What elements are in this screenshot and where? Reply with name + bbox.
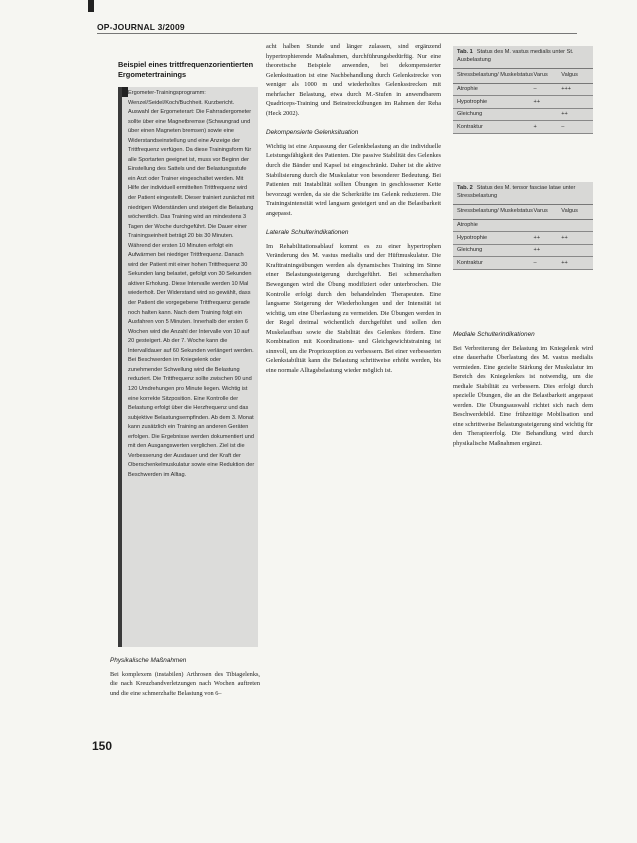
table-cell: ++	[533, 247, 541, 254]
table-header-cell: Valgus	[561, 72, 578, 78]
sidebar-box	[118, 87, 258, 647]
table-row	[453, 84, 593, 97]
table-row	[453, 96, 593, 109]
table-1-header	[453, 68, 593, 84]
table-2-label: Tab. 2	[457, 185, 473, 191]
table-2-caption-text: Status des M. tensor fasciae latae unter Stressbelastung	[457, 185, 576, 199]
table-cell: ++	[561, 259, 568, 266]
left-column	[110, 656, 260, 708]
sidebar-text: Ergometer-Trainingsprogramm: Wenzel/Seidel/Koch/Buchheit. Kurzbericht. Auswahl der Ergometerart: Die Fahrradergometer sollte über eine Magnetbremse (Schwungrad und über einen Magneten bremsen) sowie eine Widerstandseinstellung und eine Anzeige der Trittfrequenz verfügen. Da diese Trainingsform für alle Sportarten geeignet ist, muss vor Beginn der Einstellung des Sattels und der Belastungsstufe ein Arzt oder Trainer eingeschaltet werden. Mit Hilfe der individuell ermittelten Trittfrequenz wird der Patient eingestellt. Dieser trainiert zunächst mit niedrigen Widerständen und steigert die Belastung wöchentlich. Das Training wird an mindestens 3 Tagen der Woche durchgeführt. Die Dauer einer Trainingseinheit beträgt 20 bis 30 Minuten. Während der ersten 10 Minuten erfolgt ein Aufwärmen bei niedriger Trittfrequenz. Danach wird der Patient mit einer hohen Trittfrequenz 30 Sekunden lang belastet, gefolgt von 30 Sekunden aktiver Erholung. Diese Intervalle werden 10 Mal wiederholt. Der Widerstand wird so gewählt, dass der Patient die vorgegebene Trittfrequenz gerade noch halten kann. Nach dem Training folgt ein Ausfahren von 5 Minuten. Innerhalb der ersten 6 Wochen wird die Anzahl der Intervalle von 10 auf 20 gesteigert. Ab der 7. Woche kann die Intervalldauer auf 60 Sekunden verlängert werden. Bei Beschwerden im Kniegelenk oder zunehmender Schwellung wird die Belastung reduziert. Die Trittfrequenz sollte zwischen 90 und 120 Umdrehungen pro Minute liegen. Wichtig ist eine korrekte Sitzposition. Eine Kontrolle der Belastung erfolgt über die Herzfrequenz und das subjektive Belastungsempfinden. Ab dem 3. Monat kann zusätzlich ein Training an anderen Geräten erfolgen. Die Ergebnisse werden dokumentiert und mit den Ausgangswerten verglichen. Ziel ist die Verbesserung der Ausdauer und der Kraft der Oberschenkelmuskulatur sowie eine Reduktion der Beschwerden im Alltag.	[128, 90, 255, 478]
section-title-physical: Physikalische Maßnahmen	[110, 657, 187, 664]
table-cell: ++	[533, 234, 541, 241]
middle-section2-text: Im Rehabilitationsablauf kommt es zu einer hypertrophen Veränderung des M. vastus medialis und der Hüftmuskulatur. Die Krafttrainingsübungen werden als dynamisches Training im Sinne einer Belastungssteigerung durchgeführt. Bei schmerzhaften Bewegungen wird die Übung modifiziert oder unterbrochen. Die Kontrolle erfolgt durch den behandelnden Therapeuten. Eine langsame Steigerung der Wiederholungen und der Intensität ist wichtig, um eine Überlastung zu vermeiden. Die Übungen werden in der Regel dreimal wöchentlich durchgeführt und sollen den Muskelaufbau sowie die Stabilität des Gelenkes fördern. Eine Kombination mit Koordinations- und Gleichgewichtstraining ist sinnvoll, um die Propriozeption zu verbessern. Bei einer verbesserten Gelenkstabilität kann die Belastung schrittweise erhöht werden, bis eine normale Alltagsbelastung wieder möglich ist.	[266, 242, 441, 374]
table-cell: Atrophie	[457, 222, 478, 229]
middle-column	[266, 42, 441, 386]
right-column-text: Bei Verbreiterung der Belastung im Kniegelenk wird eine dauerhafte Überlastung des M. vastus medialis vermieden. Eine gezielte Stärkung der Muskulatur im Bereich des Kniegelenkes ist notwendig, um die mediale Stabilität zu verbessern. Dies erfolgt durch spezielle Übungen, die an die Belastbarkeit angepasst werden. Die Übungsauswahl richtet sich nach dem Beschwerdebild. Eine frühzeitige Mobilisation und eine schrittweise Belastungssteigerung sind wichtig für den Therapieerfolg. Die Behandlung wird durch physikalische Maßnahmen ergänzt.	[453, 344, 593, 448]
table-cell: –	[533, 86, 537, 93]
table-header-cell: Varus	[533, 208, 548, 214]
table-cell: Hypotrophie	[457, 234, 488, 241]
table-cell: ++	[561, 111, 568, 118]
page-number: 150	[92, 739, 113, 753]
box-marker	[118, 87, 128, 97]
table-row	[453, 109, 593, 122]
table-row	[453, 121, 593, 134]
table-row	[453, 232, 593, 245]
middle-section1-text: Wichtig ist eine Anpassung der Gelenkbelastung an die individuelle Leistungsfähigkeit des Patienten. Die passive Stabilität des Gelenkes durch die Bänder und Kapsel ist eingeschränkt. Daher ist die aktive Stabilisierung durch die Muskulatur von besonderer Bedeutung. Bei Patienten mit Instabilität sollten Übungen in geschlossener Kette bevorzugt werden, da sie die Scherkräfte im Gelenk reduzieren. Die Trainingsintensität wird langsam gesteigert und an die Belastbarkeit angepasst.	[266, 142, 441, 217]
table-cell: –	[533, 259, 537, 266]
table-row	[453, 257, 593, 270]
table-cell: Kontraktur	[457, 123, 483, 130]
middle-intro-text: acht halben Stunde und länger zulassen, sind ergänzend hypertrophierende Maßnahmen, durchführungsbedürftig. Nur eine theoretische Beispiele anwenden, bei dekompensierter Gelenksituation ist eine Nachbehandlung durch Gelenkstrecke von weniger als 1000 m und wiederholtes Gelenksstrecken mit mehrfacher Belastung, etwa durch M.-Stufen in anwendbarem Quadriceps-Training und Beinstreckübungen im Rahmen der Reha (Heck 2002).	[266, 43, 441, 117]
right-column	[453, 330, 593, 459]
table-1	[453, 46, 593, 134]
table-cell: ++	[561, 234, 568, 241]
table-cell: Hypotrophie	[457, 98, 488, 105]
table-header-cell: Stressbelastung/ Muskelstatus	[457, 208, 533, 214]
table-cell: ++	[533, 98, 541, 105]
table-1-label: Tab. 1	[457, 49, 473, 55]
table-cell: Gleichung	[457, 247, 483, 254]
table-header-cell: Valgus	[561, 208, 578, 214]
journal-header: OP-JOURNAL 3/2009	[97, 22, 185, 32]
table-2-caption	[453, 182, 593, 204]
table-cell: Kontraktur	[457, 259, 483, 266]
table-1-caption-text: Status des M. vastus medialis unter St. Ausbelastung	[457, 49, 574, 63]
crop-mark	[88, 0, 94, 12]
table-row	[453, 245, 593, 258]
article-title: Beispiel eines trittfrequenzorientierten Ergometertrainings	[118, 60, 254, 79]
table-2-header	[453, 204, 593, 220]
table-cell: Gleichung	[457, 111, 483, 118]
section-title-decompensated: Dekompensierte Gelenksituation	[266, 129, 359, 137]
table-cell: +	[533, 123, 537, 130]
section-title-lateral: Laterale Schulterindikationen	[266, 229, 349, 237]
table-cell: Atrophie	[457, 86, 478, 93]
table-header-cell: Stressbelastung/ Muskelstatus	[457, 72, 533, 78]
table-1-caption	[453, 46, 593, 68]
table-2	[453, 182, 593, 270]
left-column-text: Bei komplexem (instabilen) Arthrosen des Tibiagelenks, die nach Kreuzbandverletzungen nach Wochen auftreten und die eine schmerzhafte Belastung von 6–	[110, 670, 260, 697]
header-rule	[97, 33, 577, 34]
table-header-cell: Varus	[533, 72, 548, 78]
table-row	[453, 220, 593, 233]
section-title-medial: Mediale Schulterindikationen	[453, 331, 535, 338]
table-cell: +++	[561, 86, 572, 93]
table-cell: –	[561, 123, 565, 130]
